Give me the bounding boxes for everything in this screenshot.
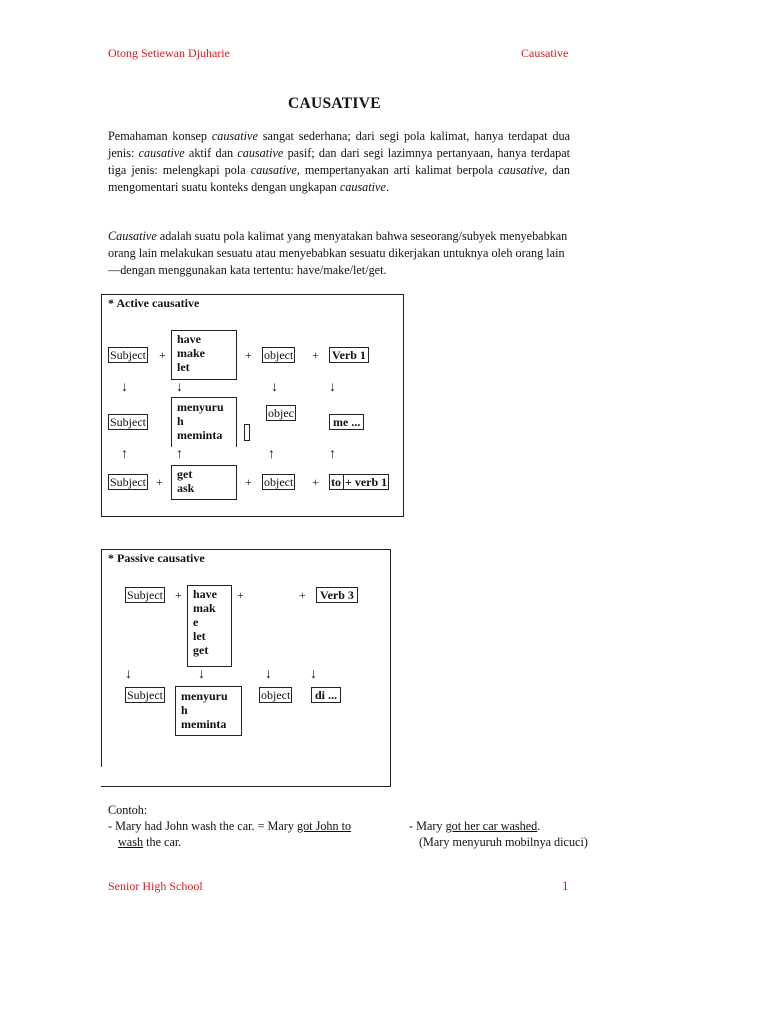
to-word: to bbox=[331, 475, 344, 489]
verb-have: have bbox=[193, 587, 217, 601]
plus-sign: + bbox=[245, 475, 252, 489]
active-object-box: object bbox=[264, 475, 294, 489]
example-2-underlined: got her car washed bbox=[445, 819, 538, 833]
verb-h: h bbox=[177, 414, 184, 428]
header-author: Otong Setiewan Djuharie bbox=[108, 46, 230, 60]
active-object-box: object bbox=[264, 348, 294, 362]
active-verb-get-ask bbox=[171, 465, 237, 500]
plus-sign: + bbox=[237, 588, 244, 602]
plus-sign: + bbox=[175, 588, 182, 602]
intro-paragraph-2: Causative adalah suatu pola kalimat yang menyatakan bahwa seseorang/subyek menyebabkan orang lain melakukan sesuatu atau menyebabkan sesuatu dikerjakan untuknya oleh orang lain—dengan menggunakan kata tertentu: have/make/let/get. bbox=[108, 229, 568, 277]
active-subject-box: Subject bbox=[110, 475, 146, 489]
passive-verb3-box: Verb 3 bbox=[316, 587, 358, 603]
arrow-up: ↑ bbox=[329, 447, 336, 462]
passive-causative-frame bbox=[101, 549, 391, 787]
passive-verb-have-make-let-get bbox=[187, 585, 232, 667]
plus-sign: + bbox=[156, 475, 163, 489]
arrow-down: ↓ bbox=[310, 667, 317, 682]
arrow-down: ↓ bbox=[125, 667, 132, 682]
arrow-up: ↑ bbox=[121, 447, 128, 462]
example-2-text: - Mary bbox=[409, 819, 446, 833]
arrow-down: ↓ bbox=[271, 380, 278, 395]
plus-sign: + bbox=[312, 348, 319, 362]
active-subject-box: Subject bbox=[110, 415, 146, 429]
example-2-suffix: . bbox=[537, 819, 541, 833]
header-topic: Causative bbox=[521, 46, 569, 60]
verb-let: let bbox=[193, 629, 206, 643]
small-mark-box bbox=[244, 424, 250, 441]
active-verb-menyuruh-meminta bbox=[171, 397, 237, 447]
plus-sign: + bbox=[159, 348, 166, 362]
example-1-text: - Mary had John wash the car. = Mary bbox=[108, 819, 297, 833]
example-1-suffix: the car. bbox=[143, 835, 182, 849]
plus-sign: + bbox=[245, 348, 252, 362]
passive-subject-box: Subject bbox=[127, 588, 163, 602]
verb-menyuru: menyuru bbox=[181, 689, 228, 703]
arrow-down: ↓ bbox=[198, 667, 205, 682]
active-subject-box: Subject bbox=[110, 348, 146, 362]
active-verb-have-make-let bbox=[171, 330, 237, 380]
verb-e: e bbox=[193, 615, 199, 629]
verb-menyuru: menyuru bbox=[177, 400, 224, 414]
example-2 bbox=[409, 818, 629, 850]
arrow-down: ↓ bbox=[121, 380, 128, 395]
verb-have: have bbox=[177, 332, 201, 346]
page-title: CAUSATIVE bbox=[288, 95, 381, 112]
verb-get: get bbox=[177, 467, 193, 481]
verb-meminta: meminta bbox=[181, 717, 227, 731]
arrow-down: ↓ bbox=[265, 667, 272, 682]
example-1-underlined: got John to bbox=[296, 819, 352, 833]
passive-causative-heading: * Passive causative bbox=[108, 551, 205, 565]
plus-sign: + bbox=[312, 475, 319, 489]
passive-subject-box: Subject bbox=[127, 688, 163, 702]
frame-left-edge bbox=[101, 549, 102, 767]
examples-label: Contoh: bbox=[108, 803, 148, 817]
arrow-down: ↓ bbox=[176, 380, 183, 395]
plus-sign: + bbox=[299, 588, 306, 602]
page-number: 1 bbox=[562, 878, 569, 893]
passive-verb-menyuruh-meminta bbox=[175, 686, 242, 736]
verb-ask: ask bbox=[177, 481, 195, 495]
arrow-down: ↓ bbox=[329, 380, 336, 395]
verb-let: let bbox=[177, 360, 190, 374]
active-verb1-box: Verb 1 bbox=[329, 347, 369, 363]
passive-result-box: di ... bbox=[311, 687, 341, 703]
arrow-up: ↑ bbox=[268, 447, 275, 462]
verb-mak: mak bbox=[193, 601, 216, 615]
active-causative-heading: * Active causative bbox=[108, 296, 200, 310]
active-object-box: objec bbox=[268, 406, 294, 420]
active-result-box: me ... bbox=[329, 414, 364, 430]
verb-h: h bbox=[181, 703, 188, 717]
example-1 bbox=[108, 818, 408, 850]
plus-verb1: + verb 1 bbox=[345, 475, 388, 489]
verb-get: get bbox=[193, 643, 209, 657]
active-to-verb1-box bbox=[329, 474, 389, 490]
footer-school: Senior High School bbox=[108, 879, 203, 893]
arrow-up: ↑ bbox=[176, 447, 183, 462]
example-2-translation: (Mary menyuruh mobilnya dicuci) bbox=[419, 835, 588, 849]
verb-make: make bbox=[177, 346, 205, 360]
intro-paragraph-1: Pemahaman konsep causative sangat sederhana; dari segi pola kalimat, hanya terdapat dua jenis: causative aktif dan causative pasif; dan dari segi lazimnya pertanyaan, hanya terdapat tiga jenis: melengkapi pola causative, mempertanyakan arti kalimat berpola causative, dan mengomentari suatu konteks dengan ungkapan causative. bbox=[108, 129, 570, 194]
example-1-underlined-wash: wash bbox=[118, 835, 144, 849]
verb-meminta: meminta bbox=[177, 428, 223, 442]
passive-object-box: object bbox=[261, 688, 291, 702]
